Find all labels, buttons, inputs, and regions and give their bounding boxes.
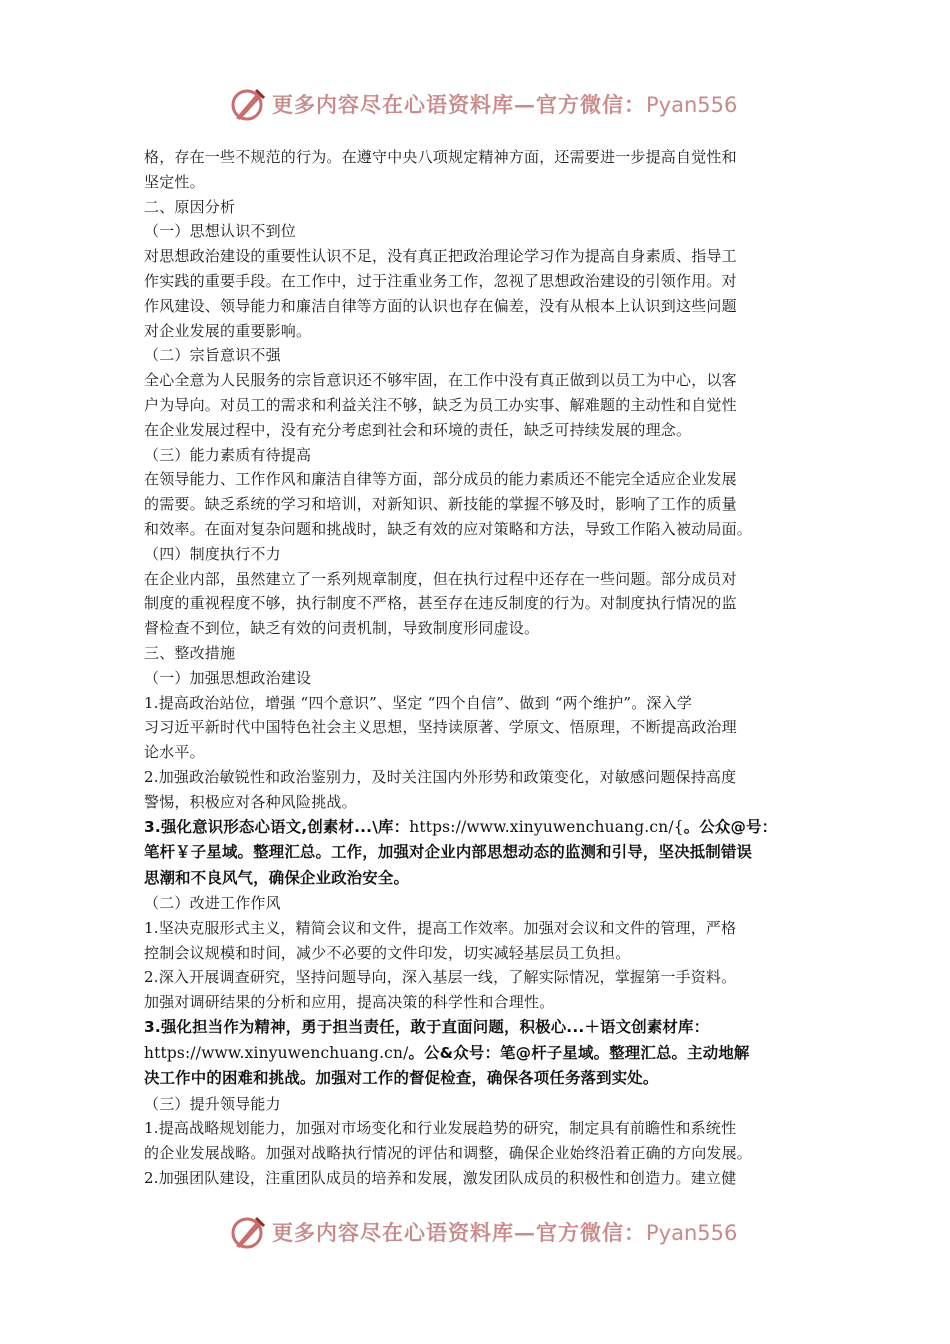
text-line: 在企业内部，虽然建立了一系列规章制度，但在执行过程中还存在一些问题。部分成员对 bbox=[144, 569, 737, 588]
text-line: （一）加强思想政治建设 bbox=[144, 668, 312, 687]
text-line: 2.加强政治敏锐性和政治鉴别力，及时关注国内外形势和政策变化，对敏感问题保持高度 bbox=[144, 767, 737, 786]
text-line: 在企业发展过程中，没有充分考虑到社会和环境的责任，缺乏可持续发展的理念。 bbox=[144, 420, 692, 439]
bold-line: 笔杆￥子星域。整理汇总。工作，加强对企业内部思想动态的监测和引导，坚决抵制错误 bbox=[144, 843, 753, 862]
banner-text: 更多内容尽在心语资料库—官方微信：Pyan556 bbox=[272, 92, 738, 117]
bold-line: 决工作中的困难和挑战。加强对工作的督促检查，确保各项任务落到实处。 bbox=[144, 1069, 659, 1087]
text-line: （二）改进工作作风 bbox=[144, 894, 281, 913]
text-line: 和效率。在面对复杂问题和挑战时，缺乏有效的应对策略和方法，导致工作陷入被动局面。 bbox=[144, 519, 753, 538]
text-line: 对思想政治建设的重要性认识不足，没有真正把政治理论学习作为提高自身素质、指导工 bbox=[144, 247, 737, 266]
text-line: 1.坚决克服形式主义，精简会议和文件，提高工作效率。加强对会议和文件的管理，严格 bbox=[144, 918, 737, 937]
bold-paragraph-2 bbox=[144, 1015, 810, 1092]
text-line: 习习近平新时代中国特色社会主义思想，坚持读原著、学原文、悟原理，不断提高政治理 bbox=[144, 718, 737, 737]
footer-banner bbox=[228, 1212, 737, 1252]
text-line: （四）制度执行不力 bbox=[144, 544, 281, 563]
text-line: 控制会议规模和时间，减少不必要的文件印发，切实减轻基层员工负担。 bbox=[144, 943, 631, 962]
text-line: 全心全意为人民服务的宗旨意识还不够牢固，在工作中没有真正做到以员工为中心，以客 bbox=[144, 371, 737, 390]
document-body bbox=[144, 145, 810, 1191]
text-line: 论水平。 bbox=[144, 743, 205, 762]
text-line: 格，存在一些不规范的行为。在遵守中央八项规定精神方面，还需要进一步提高自觉性和 bbox=[144, 148, 737, 166]
text-line: 的企业发展战略。加强对战略执行情况的评估和调整，确保企业始终沿着正确的方向发展。 bbox=[144, 1144, 753, 1163]
text-line: 加强对调研结果的分析和应用，提高决策的科学性和合理性。 bbox=[144, 993, 555, 1012]
pen-logo-icon bbox=[228, 84, 268, 124]
text-line: 督检查不到位，缺乏有效的问责机制，导致制度形同虚设。 bbox=[144, 619, 540, 638]
text-line: 三、整改措施 bbox=[144, 643, 236, 662]
text-line: （一）思想认识不到位 bbox=[144, 222, 297, 241]
header-banner bbox=[228, 84, 737, 124]
text-line: （二）宗旨意识不强 bbox=[144, 346, 281, 365]
text-line: 户为导向。对员工的需求和利益关注不够，缺乏为员工办实事、解难题的主动性和自觉性 bbox=[144, 395, 737, 414]
text-line: 制度的重视程度不够，执行制度不严格，甚至存在违反制度的行为。对制度执行情况的监 bbox=[144, 594, 737, 613]
bold-line: 3.强化担当作为精神，勇于担当责任，敢于直面问题，积极心...＋语文创素材库： bbox=[144, 1018, 710, 1036]
text-line: 作实践的重要手段。在工作中，过于注重业务工作，忽视了思想政治建设的引领作用。对 bbox=[144, 271, 737, 290]
banner-text: 更多内容尽在心语资料库—官方微信：Pyan556 bbox=[272, 1220, 738, 1245]
text-line: 2.深入开展调查研究，坚持问题导向，深入基层一线，了解实际情况，掌握第一手资料。 bbox=[144, 968, 737, 987]
text-line: 1.提高战略规划能力，加强对市场变化和行业发展趋势的研究，制定具有前瞻性和系统性 bbox=[144, 1119, 737, 1138]
pen-logo-icon bbox=[228, 1212, 268, 1252]
text-line: 警惕，积极应对各种风险挑战。 bbox=[144, 792, 357, 811]
text-line: （三）提升领导能力 bbox=[144, 1094, 281, 1113]
text-line: 2.加强团队建设，注重团队成员的培养和发展，激发团队成员的积极性和创造力。建立健 bbox=[144, 1168, 737, 1187]
text-line: 对企业发展的重要影响。 bbox=[144, 321, 312, 340]
text-line: 1.提高政治站位，增强 “四个意识”、坚定 “四个自信”、做到 “两个维护”。深入学 bbox=[144, 693, 693, 712]
text-line: 的需要。缺乏系统的学习和培训，对新知识、新技能的掌握不够及时，影响了工作的质量 bbox=[144, 495, 737, 514]
bold-paragraph-1 bbox=[144, 815, 810, 892]
text-line: 在领导能力、工作作风和廉洁自律等方面，部分成员的能力素质还不能完全适应企业发展 bbox=[144, 470, 737, 489]
text-line: （三）能力素质有待提高 bbox=[144, 445, 312, 464]
text-line: 二、原因分析 bbox=[144, 197, 236, 216]
bold-line: 思潮和不良风气，确保企业政治安全。 bbox=[144, 868, 410, 887]
bold-line: 3.强化意识形态心语文,创素材...\库：https://www.xinyuwenchuang.cn/{。公众@号： bbox=[144, 817, 778, 836]
text-line: 作风建设、领导能力和廉洁自律等方面的认识也存在偏差，没有从根本上认识到这些问题 bbox=[144, 296, 737, 315]
text-line: 坚定性。 bbox=[144, 172, 205, 191]
bold-line: https://www.xinyuwenchuang.cn/。公&众号：笔@杆子星域。整理汇总。主动地解 bbox=[144, 1043, 750, 1062]
